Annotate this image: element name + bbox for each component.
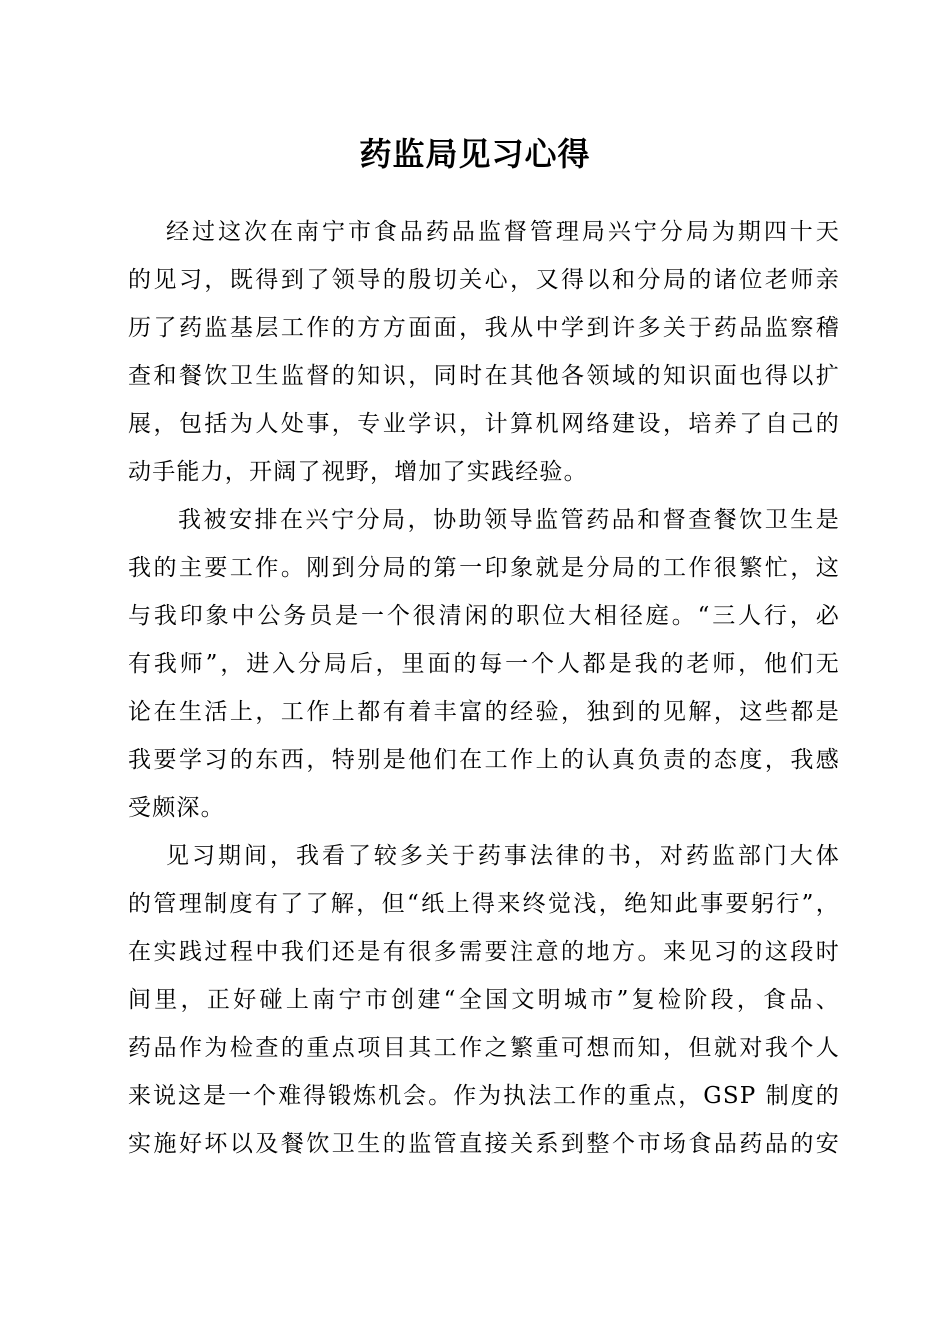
text-line: 我被安排在兴宁分局，协助领导监管药品和督查餐饮卫生是 bbox=[178, 507, 840, 533]
document-title: 药监局见习心得 bbox=[359, 135, 591, 173]
text-line: 药品作为检查的重点项目其工作之繁重可想而知，但就对我个人 bbox=[128, 1035, 840, 1061]
text-line: 动手能力，开阔了视野，增加了实践经验。 bbox=[128, 459, 588, 485]
text-line: 见习期间，我看了较多关于药事法律的书，对药监部门大体 bbox=[166, 843, 840, 869]
text-line: 有我师”，进入分局后，里面的每一个人都是我的老师，他们无 bbox=[128, 651, 840, 677]
text-line: 我的主要工作。刚到分局的第一印象就是分局的工作很繁忙，这 bbox=[128, 555, 840, 581]
paragraph-2 bbox=[128, 496, 840, 832]
text-line: 经过这次在南宁市食品药品监督管理局兴宁分局为期四十天 bbox=[166, 219, 840, 245]
text-line: 查和餐饮卫生监督的知识，同时在其他各领域的知识面也得以扩 bbox=[128, 363, 840, 389]
text-line: 实施好坏以及餐饮卫生的监管直接关系到整个市场食品药品的安 bbox=[128, 1131, 840, 1157]
text-line: 论在生活上，工作上都有着丰富的经验，独到的见解，这些都是 bbox=[128, 699, 840, 725]
text-line: 展，包括为人处事，专业学识，计算机网络建设，培养了自己的 bbox=[128, 411, 840, 437]
text-line: 与我印象中公务员是一个很清闲的职位大相径庭。“三人行，必 bbox=[128, 603, 840, 629]
text-line: 间里，正好碰上南宁市创建“全国文明城市”复检阶段，食品、 bbox=[128, 987, 840, 1013]
text-line: 在实践过程中我们还是有很多需要注意的地方。来见习的这段时 bbox=[128, 939, 840, 965]
text-line: 受颇深。 bbox=[128, 795, 225, 821]
text-line: 我要学习的东西，特别是他们在工作上的认真负责的态度，我感 bbox=[128, 747, 840, 773]
paragraph-1 bbox=[128, 208, 840, 496]
text-line: 来说这是一个难得锻炼机会。作为执法工作的重点，GSP 制度的 bbox=[128, 1083, 840, 1109]
paragraph-3 bbox=[128, 832, 840, 1168]
text-line: 的管理制度有了了解，但“纸上得来终觉浅，绝知此事要躬行”， bbox=[128, 891, 840, 917]
text-line: 的见习，既得到了领导的殷切关心，又得以和分局的诸位老师亲 bbox=[128, 267, 840, 293]
document-body bbox=[128, 208, 840, 1168]
text-line: 历了药监基层工作的方方面面，我从中学到许多关于药品监察稽 bbox=[128, 315, 840, 341]
